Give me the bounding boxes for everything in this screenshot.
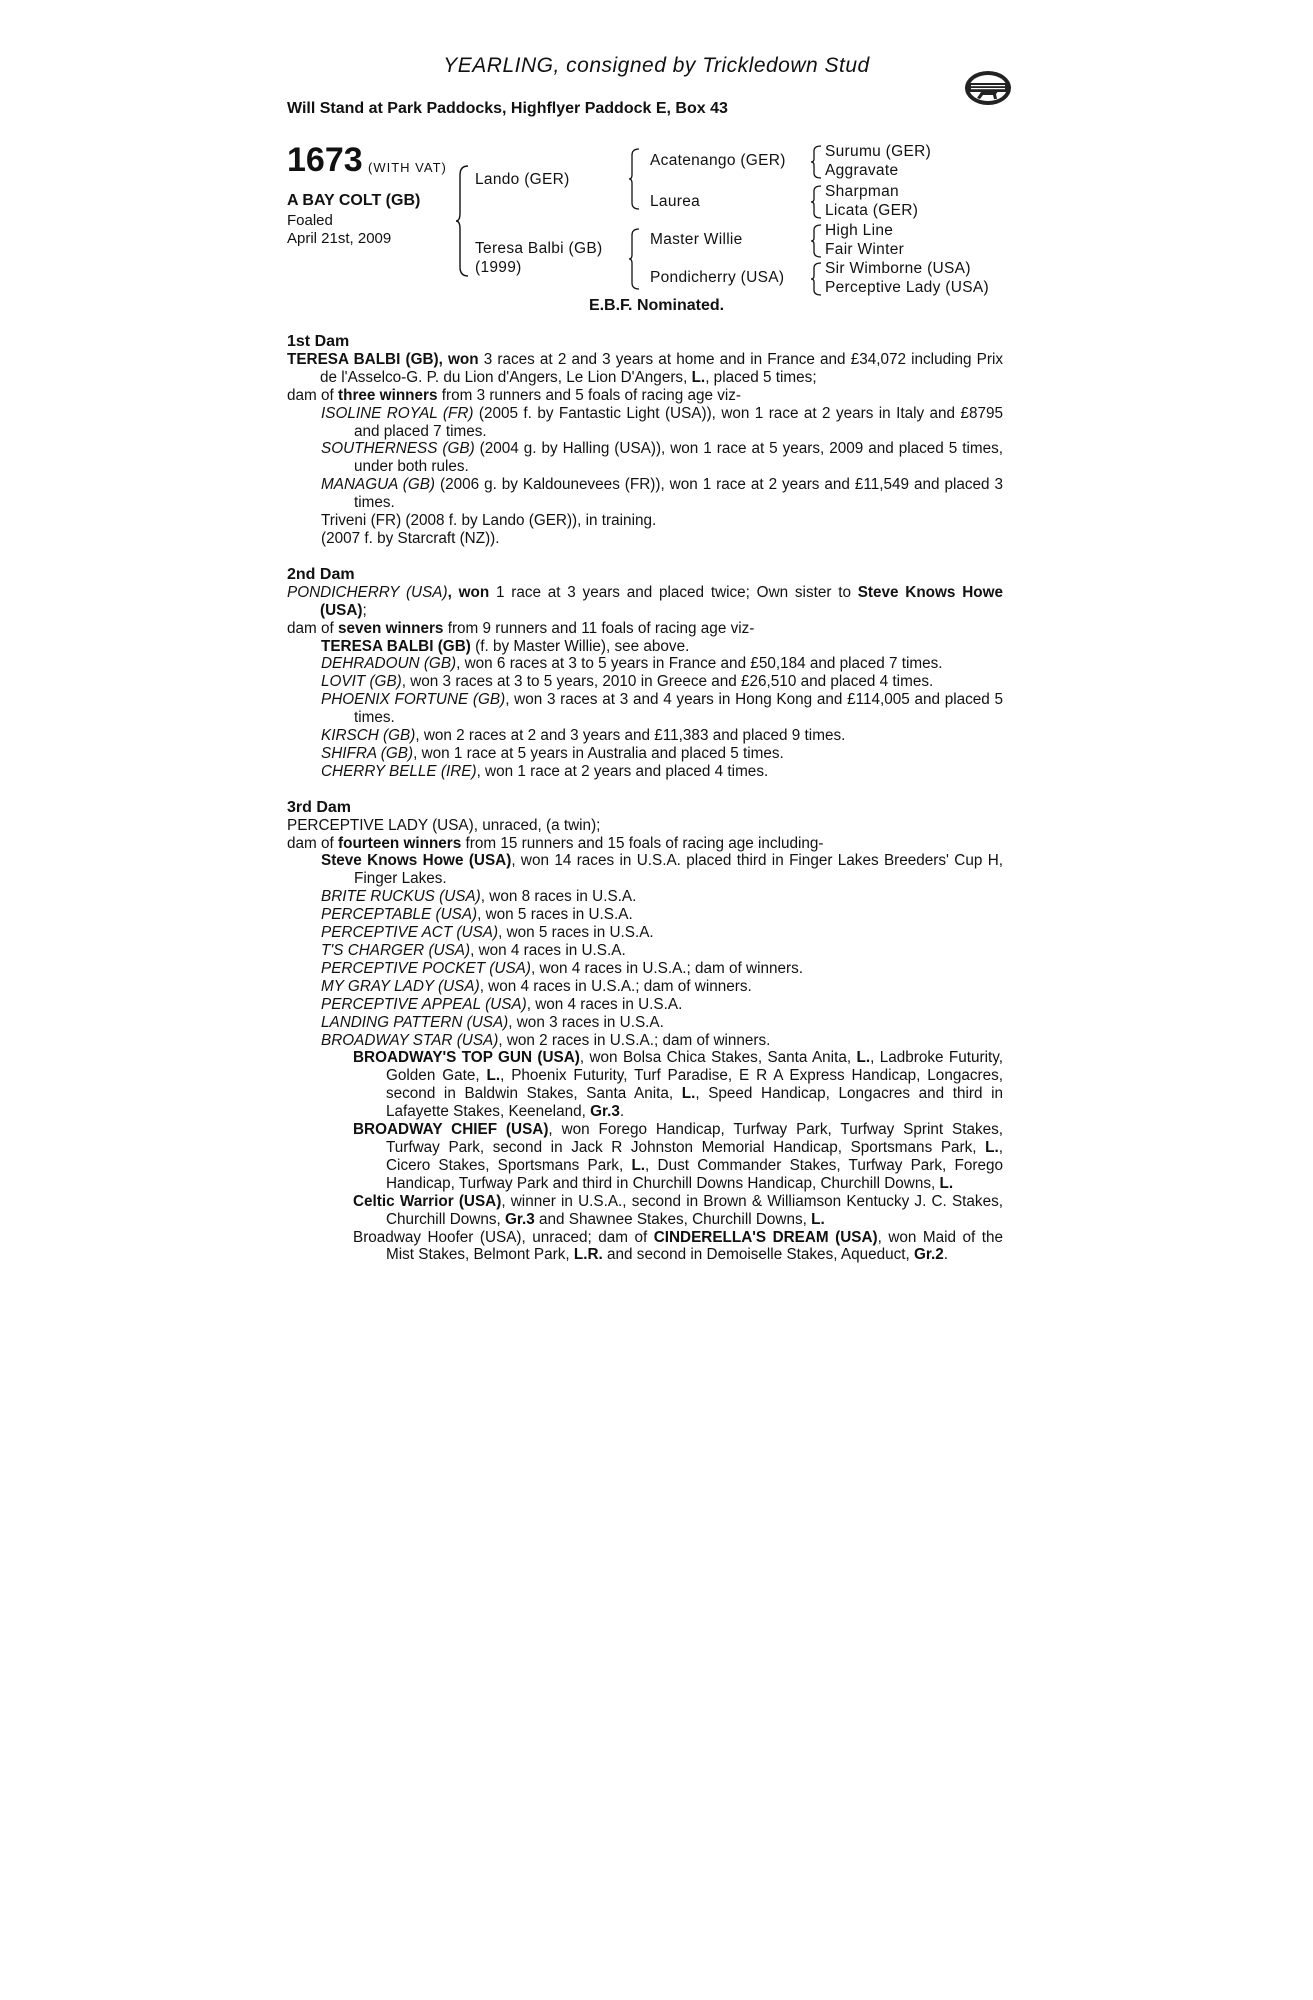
entry-text: (2005 f. by Fantastic Light (USA)), won 1 race at 2 years in Italy and £8795 and placed 7 times. xyxy=(354,404,1003,440)
produce-entry xyxy=(287,655,1003,673)
pedigree-g6: Fair Winter xyxy=(825,241,905,258)
first-dam-record xyxy=(287,351,1003,387)
produce-entry xyxy=(287,906,1003,924)
horse-name: PERCEPTIVE ACT (USA) xyxy=(321,924,499,942)
listed-mark: L. xyxy=(856,1049,871,1067)
entry-text: and Shawnee Stakes, Churchill Downs, xyxy=(534,1210,812,1228)
first-dam-heading: 1st Dam xyxy=(287,333,350,350)
produce-entry xyxy=(287,691,1003,727)
record-text: 1 race at 3 years and placed twice; Own sister to xyxy=(489,583,858,601)
entry-text: (f. by Master Willie), see above. xyxy=(470,637,690,655)
entry-text: , won 1 race at 2 years and placed 4 times. xyxy=(476,762,769,780)
listed-mark: L. xyxy=(939,1174,954,1192)
consignment-title: YEARLING, consigned by Trickledown Stud xyxy=(443,54,870,77)
foaled-date: April 21st, 2009 xyxy=(287,230,392,247)
produce-text: from 3 runners and 5 foals of racing age viz- xyxy=(437,386,742,404)
sibling-name: Steve Knows Howe (USA) xyxy=(320,583,1003,619)
entry-text: , won 1 race at 5 years in Australia and placed 5 times. xyxy=(413,744,784,762)
pedigree-sire: Lando (GER) xyxy=(475,171,570,188)
produce-text: from 15 runners and 15 foals of racing age including- xyxy=(461,834,824,852)
winners-count: fourteen winners xyxy=(338,834,462,852)
third-dam-produce xyxy=(287,835,1003,853)
listed-mark: L. xyxy=(985,1138,999,1156)
produce-entry xyxy=(287,888,1003,906)
entry-text: (2004 g. by Halling (USA)), won 1 race at 5 years, 2009 and placed 5 times, under both rules. xyxy=(354,440,1004,476)
entry-text: , won Forego Handicap, Turfway Park, Turfway Sprint Stakes, Turfway Park, second in Jack R Johnston Memorial Handicap, Sportsmans Park, xyxy=(386,1121,1004,1156)
produce-entry xyxy=(287,638,1003,656)
horse-name: TERESA BALBI (GB) xyxy=(321,637,471,655)
produce-entry xyxy=(287,745,1003,763)
horse-name: Celtic Warrior (USA) xyxy=(353,1192,502,1210)
lot-title: A BAY COLT (GB) xyxy=(287,192,421,209)
horse-name: ISOLINE ROYAL (FR) xyxy=(321,404,474,422)
entry-text: , won 3 races at 3 to 5 years, 2010 in Greece and £26,510 and placed 4 times. xyxy=(401,673,934,691)
entry-text: , won 2 races at 2 and 3 years and £11,383 and placed 9 times. xyxy=(415,727,846,745)
horse-name: BROADWAY'S TOP GUN (USA) xyxy=(353,1049,580,1067)
pedigree-dam: Teresa Balbi (GB) xyxy=(475,240,603,257)
pedigree-dam-year: (1999) xyxy=(475,259,522,276)
produce-text: dam of xyxy=(287,386,339,404)
pedigree-brace-dam xyxy=(628,228,640,290)
horse-name: T'S CHARGER (USA) xyxy=(321,942,471,959)
listed-mark: L.R. xyxy=(573,1246,603,1264)
horse-name: PERCEPTIVE APPEAL (USA) xyxy=(321,995,527,1013)
horse-name: LOVIT (GB) xyxy=(321,673,402,691)
grandproduce-entry xyxy=(287,1193,1003,1229)
pedigree-sire-sire: Acatenango (GER) xyxy=(650,152,786,169)
entry-text: , won Maid of the Mist Stakes, Belmont Park, xyxy=(386,1228,1003,1264)
pedigree-brace-g2 xyxy=(810,185,822,219)
entry-text: (2007 f. by Starcraft (NZ)). xyxy=(321,529,500,547)
entry-text: . xyxy=(943,1246,949,1264)
pedigree-brace-g3 xyxy=(810,224,822,258)
entry-text: , Dust Commander Stakes, Turfway Park, Forego Handicap, Turfway Park and third in Churchill Downs Handicap, Churchill Downs, xyxy=(386,1156,1003,1192)
produce-entry xyxy=(287,1014,1003,1032)
produce-entry xyxy=(287,440,1003,476)
horse-name: MY GRAY LADY (USA) xyxy=(321,977,480,995)
entry-text: , won 5 races in U.S.A. xyxy=(498,924,654,942)
entry-text: , won Bolsa Chica Stakes, Santa Anita, xyxy=(579,1049,857,1067)
entry-text: . xyxy=(619,1103,625,1121)
produce-entry xyxy=(287,924,1003,942)
lot-number: 1673 xyxy=(287,141,363,179)
produce-entry xyxy=(287,512,1003,530)
grade-mark: Gr.3 xyxy=(590,1103,620,1121)
entry-text: , won 8 races in U.S.A. xyxy=(480,888,637,906)
entry-text: , won 3 races in U.S.A. xyxy=(508,1013,664,1031)
horse-name: PHOENIX FORTUNE (GB) xyxy=(321,691,506,709)
horse-name: MANAGUA (GB) xyxy=(321,476,436,494)
pedigree-brace-main xyxy=(455,165,469,277)
pedigree-dam-dam: Pondicherry (USA) xyxy=(650,269,785,286)
pedigree-g2: Aggravate xyxy=(825,162,899,179)
pedigree-g5: High Line xyxy=(825,222,894,239)
produce-entry xyxy=(287,978,1003,996)
pedigree-g3: Sharpman xyxy=(825,183,899,200)
horse-name: DEHRADOUN (GB) xyxy=(321,655,457,673)
produce-entry xyxy=(287,960,1003,978)
third-dam-record: PERCEPTIVE LADY (USA), unraced, (a twin); xyxy=(287,816,601,834)
produce-text: dam of xyxy=(287,834,339,852)
entry-text: , won 4 races in U.S.A. xyxy=(526,995,683,1013)
produce-entry xyxy=(287,530,1003,548)
entry-text: , won 4 races in U.S.A.; dam of winners. xyxy=(479,977,752,995)
horse-name: PERCEPTIVE POCKET (USA) xyxy=(321,959,531,977)
produce-entry xyxy=(287,727,1003,745)
entry-text: , winner in U.S.A., second in Brown & Williamson Kentucky J. C. Stakes, Churchill Downs, xyxy=(386,1192,1003,1228)
produce-entry xyxy=(287,942,1003,960)
produce-entry xyxy=(287,996,1003,1014)
grade-mark: Gr.3 xyxy=(505,1210,535,1228)
produce-entry xyxy=(287,405,1003,441)
entry-text: , Ladbroke Futurity, Golden Gate, xyxy=(386,1049,1003,1085)
first-dam-produce xyxy=(287,387,1003,405)
winners-count: seven winners xyxy=(338,619,444,637)
record-text: , placed 5 times; xyxy=(705,368,817,386)
produce-text: dam of xyxy=(287,619,339,637)
grandproduce-entry xyxy=(287,1229,1003,1265)
listed-mark: L. xyxy=(486,1067,501,1085)
horse-name: BROADWAY STAR (USA) xyxy=(321,1031,499,1049)
entry-text: (2006 g. by Kaldounevees (FR)), won 1 race at 2 years and £11,549 and placed 3 times. xyxy=(354,476,1003,512)
foaled-info xyxy=(287,212,391,248)
catalogue-body xyxy=(287,333,1003,1264)
horse-name: LANDING PATTERN (USA) xyxy=(321,1013,509,1031)
produce-entry xyxy=(287,763,1003,781)
horse-name: BRITE RUCKUS (USA) xyxy=(321,888,481,906)
pedigree-g7: Sir Wimborne (USA) xyxy=(825,260,971,277)
pedigree-brace-g1 xyxy=(810,145,822,179)
entry-text: , Cicero Stakes, Sportsmans Park, xyxy=(386,1138,1003,1174)
listed-mark: L. xyxy=(691,368,706,386)
produce-text: from 9 runners and 11 foals of racing age viz- xyxy=(443,619,755,637)
entry-text: , Phoenix Futurity, Turf Paradise, E R A Express Handicap, Longacres, second in Baldwin Stakes, Santa Anita, xyxy=(386,1067,1003,1103)
grandproduce-entry xyxy=(287,1049,1003,1121)
winners-count: three winners xyxy=(338,386,438,404)
pedigree-g4: Licata (GER) xyxy=(825,202,919,219)
second-dam-produce xyxy=(287,620,1003,638)
record-text: 3 races at 2 and 3 years at home and in France and £34,072 including Prix de l'Asselco-G. P. du Lion d'Angers, Le Lion D'Angers, xyxy=(320,350,1003,386)
entry-text: , won 3 races at 3 and 4 years in Hong Kong and £114,005 and placed 5 times. xyxy=(354,691,1003,727)
entry-text: , won 4 races in U.S.A. xyxy=(470,942,626,959)
pedigree-dam-sire: Master Willie xyxy=(650,231,743,248)
record-text: ; xyxy=(362,601,367,619)
grandproduce-entry xyxy=(287,1121,1003,1193)
pedigree-brace-sire xyxy=(628,148,640,210)
vat-note: (WITH VAT) xyxy=(368,160,447,175)
produce-entry xyxy=(287,673,1003,691)
pedigree-brace-g4 xyxy=(810,262,822,296)
entry-text: and second in Demoiselle Stakes, Aqueduct, xyxy=(602,1246,915,1264)
dam-name: TERESA BALBI (GB) xyxy=(287,350,439,368)
stand-location: Will Stand at Park Paddocks, Highflyer Paddock E, Box 43 xyxy=(287,100,728,117)
horse-name: CINDERELLA'S DREAM (USA) xyxy=(653,1228,878,1246)
entry-text: , won 6 races at 3 to 5 years in France and £50,184 and placed 7 times. xyxy=(456,655,943,673)
ebf-nominated: E.B.F. Nominated. xyxy=(588,297,725,314)
third-dam-heading: 3rd Dam xyxy=(287,798,352,816)
horse-name: CHERRY BELLE (IRE) xyxy=(321,762,477,780)
horse-logo-icon xyxy=(963,68,1013,108)
horse-name: PERCEPTABLE (USA) xyxy=(321,906,478,924)
pedigree-g8: Perceptive Lady (USA) xyxy=(825,279,989,296)
won-label: , won xyxy=(438,350,479,368)
second-dam-record xyxy=(287,584,1003,620)
entry-text: Triveni (FR) (2008 f. by Lando (GER)), in training. xyxy=(321,512,657,530)
horse-name: BROADWAY CHIEF (USA) xyxy=(353,1121,549,1139)
produce-entry xyxy=(287,476,1003,512)
won-label: , won xyxy=(447,583,490,601)
pedigree-g1: Surumu (GER) xyxy=(825,143,932,160)
entry-text: , won 5 races in U.S.A. xyxy=(477,906,633,924)
second-dam-heading: 2nd Dam xyxy=(287,565,355,583)
entry-text: , won 4 races in U.S.A.; dam of winners. xyxy=(530,959,804,977)
horse-name: KIRSCH (GB) xyxy=(321,727,416,745)
entry-text: , won 14 races in U.S.A. placed third in Finger Lakes Breeders' Cup H, Finger Lakes. xyxy=(354,852,1004,888)
entry-text: Broadway Hoofer (USA), unraced; dam of xyxy=(353,1228,654,1246)
grade-mark: Gr.2 xyxy=(914,1246,944,1264)
produce-entry xyxy=(287,852,1003,888)
horse-name: SOUTHERNESS (GB) xyxy=(321,440,475,458)
pedigree-sire-dam: Laurea xyxy=(650,193,701,210)
horse-name: Steve Knows Howe (USA) xyxy=(321,852,512,870)
horse-name: SHIFRA (GB) xyxy=(321,744,414,762)
foaled-label: Foaled xyxy=(287,212,333,229)
listed-mark: L. xyxy=(681,1085,696,1103)
listed-mark: L. xyxy=(811,1210,825,1228)
produce-entry xyxy=(287,1032,1003,1050)
entry-text: , won 2 races in U.S.A.; dam of winners. xyxy=(498,1031,771,1049)
dam-name: PONDICHERRY (USA) xyxy=(287,583,448,601)
entry-text: , Speed Handicap, Longacres and third in Lafayette Stakes, Keeneland, xyxy=(386,1085,1003,1121)
listed-mark: L. xyxy=(631,1156,646,1174)
